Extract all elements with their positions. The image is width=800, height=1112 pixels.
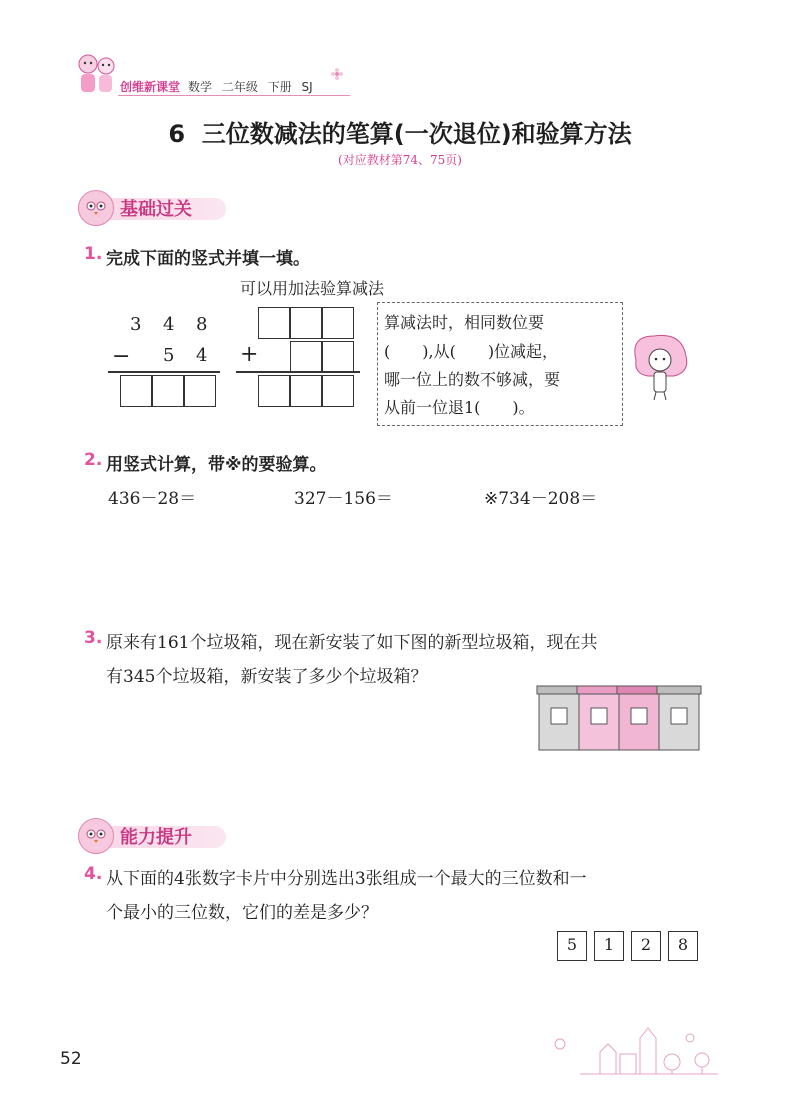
edition: SJ (301, 80, 313, 94)
q4-line: 个最小的三位数，它们的差是多少？ (106, 903, 378, 923)
lesson-number: 6 (168, 120, 186, 148)
check-box[interactable] (290, 341, 322, 373)
q4-number: 4. (84, 864, 103, 884)
minuend-digit: 8 (196, 314, 208, 335)
q4-line: 从下面的4张数字卡片中分别选出3张组成一个最大的三位数和一 (106, 869, 587, 889)
book-meta (188, 78, 319, 95)
tip-line: 从前一位退1( )。 (384, 398, 535, 417)
subtrahend-digit: 5 (163, 345, 175, 366)
q1-number: 1. (84, 244, 103, 264)
lesson-title (0, 114, 800, 149)
digit-card: 1 (594, 931, 624, 961)
subject: 数学 (188, 80, 213, 94)
tip-line: 算减法时，相同数位要 (384, 313, 545, 332)
answer-box[interactable] (120, 375, 152, 407)
castle-decoration (540, 1024, 720, 1080)
subtraction-line (108, 371, 220, 373)
q2-number: 2. (84, 450, 103, 470)
header-kids-illustration (74, 50, 120, 98)
q2-item: ※734－208＝ (484, 489, 598, 509)
textbook-reference: (对应教材第74、75页) (338, 153, 462, 167)
page-number: 52 (60, 1049, 82, 1069)
q3-line: 原来有161个垃圾箱，现在新安装了如下图的新型垃圾箱，现在共 (106, 633, 598, 653)
girl-illustration (628, 330, 692, 406)
lesson-title-text: 三位数减法的笔算(一次退位)和验算方法 (201, 120, 632, 148)
header-divider (118, 95, 350, 96)
answer-box[interactable] (152, 375, 184, 407)
subtrahend-digit: 4 (196, 345, 208, 366)
minus-sign: − (112, 344, 131, 369)
trash-bins-illustration (535, 682, 705, 758)
check-box[interactable] (258, 375, 290, 407)
section-title-basic: 基础过关 (120, 199, 192, 220)
answer-box[interactable] (184, 375, 216, 407)
grade: 二年级 (221, 80, 258, 94)
owl-icon (78, 190, 114, 226)
check-box[interactable] (258, 307, 290, 339)
q2-item: 327－156＝ (294, 489, 393, 509)
q2-prompt: 用竖式计算，带※的要验算。 (106, 455, 327, 475)
q1-check-label: 可以用加法验算减法 (240, 279, 385, 298)
flower-icon (330, 66, 344, 85)
q3-number: 3. (84, 628, 103, 648)
check-box[interactable] (290, 375, 322, 407)
q2-item: 436－28＝ (108, 489, 197, 509)
check-box[interactable] (290, 307, 322, 339)
digit-card: 5 (557, 931, 587, 961)
owl-icon (78, 818, 114, 854)
volume: 下册 (267, 80, 292, 94)
q1-prompt: 完成下面的竖式并填一填。 (106, 249, 310, 269)
check-box[interactable] (322, 375, 354, 407)
plus-sign: + (240, 342, 259, 367)
section-title-advanced: 能力提升 (120, 827, 192, 848)
check-box[interactable] (322, 341, 354, 373)
minuend-digit: 3 (130, 314, 142, 335)
addition-line (236, 371, 360, 373)
tip-line: ( ),从( )位减起， (384, 342, 559, 361)
check-box[interactable] (322, 307, 354, 339)
tip-line: 哪一位上的数不够减，要 (384, 370, 561, 389)
minuend-digit: 4 (163, 314, 175, 335)
digit-card: 8 (668, 931, 698, 961)
brand-name: 创维新课堂 (120, 80, 181, 94)
digit-card: 2 (631, 931, 661, 961)
q3-line: 有345个垃圾箱，新安装了多少个垃圾箱？ (106, 667, 428, 687)
